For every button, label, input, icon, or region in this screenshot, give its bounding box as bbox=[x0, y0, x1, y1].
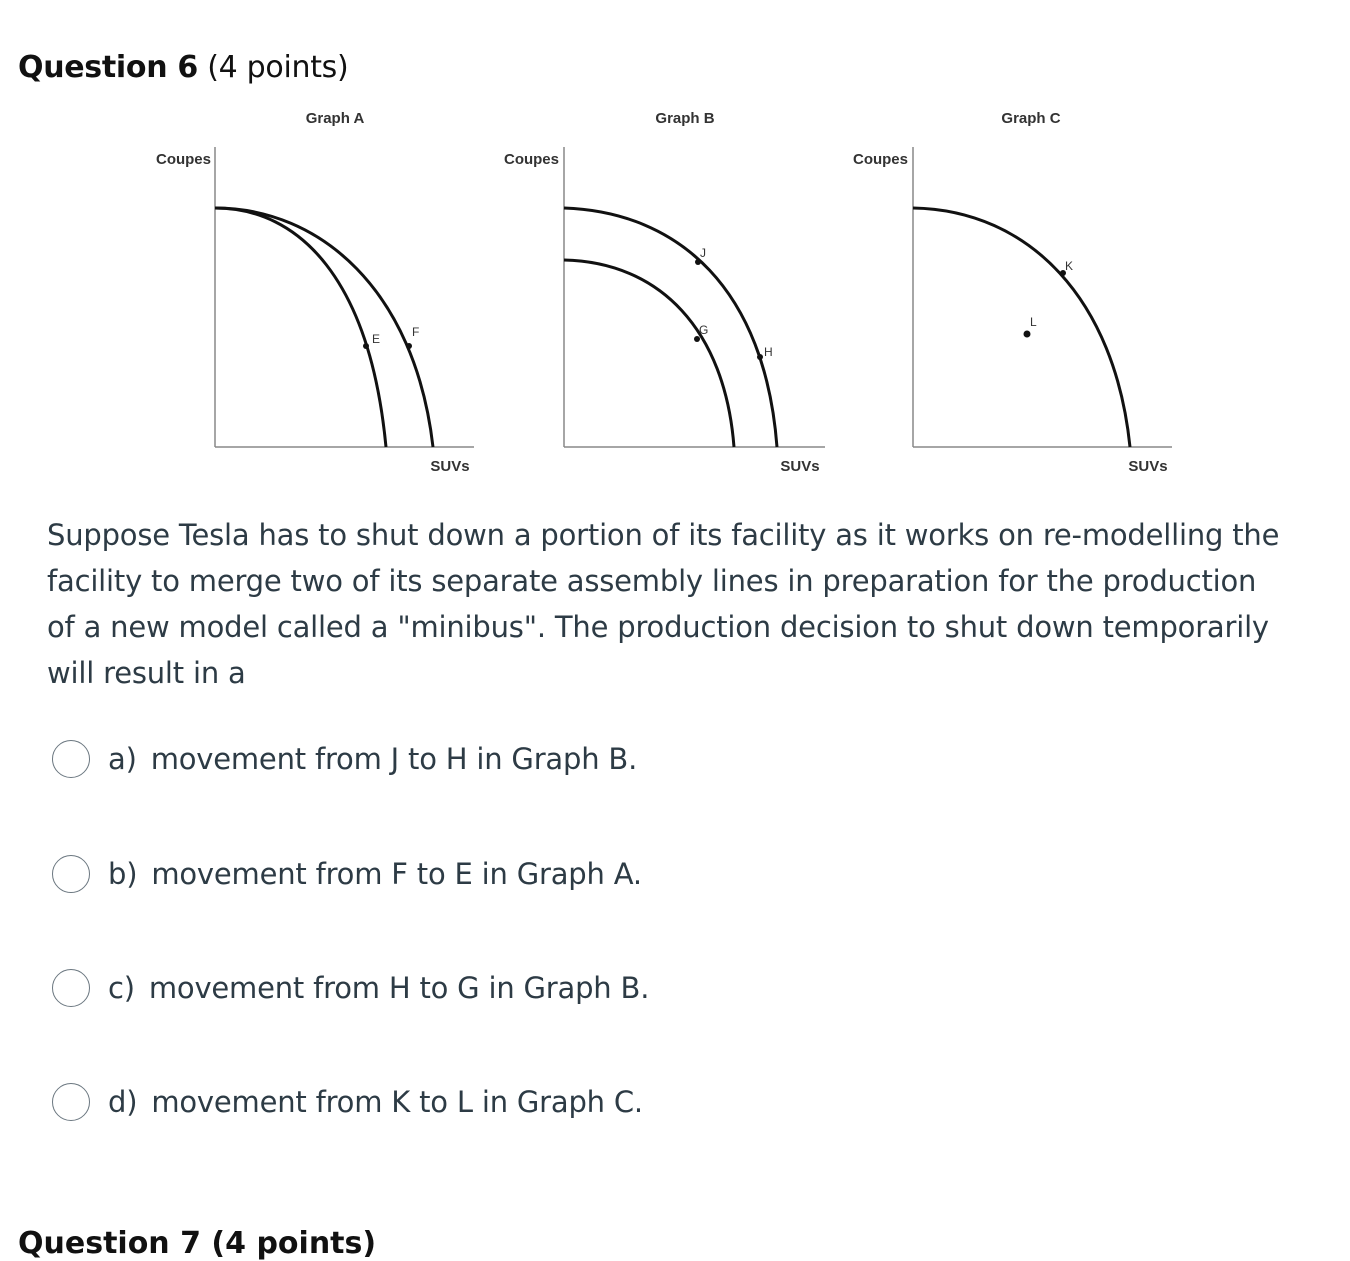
ppf-graphs-figure bbox=[0, 0, 1350, 500]
question-points: (4 points) bbox=[207, 50, 349, 85]
graph-b-x-label: SUVs bbox=[780, 458, 820, 475]
graph-c-point-l-marker bbox=[1024, 331, 1031, 338]
graph-c-curve bbox=[913, 208, 1130, 447]
graph-b bbox=[504, 110, 825, 475]
graph-b-outer-curve bbox=[564, 208, 777, 447]
graph-a-inner-curve bbox=[215, 208, 386, 447]
ppf-graphs-svg bbox=[0, 0, 1350, 500]
answer-label-b[interactable] bbox=[108, 857, 642, 891]
question-title: Question 6 bbox=[18, 50, 198, 85]
next-question-title: Question 7 (4 points) bbox=[18, 1226, 377, 1261]
answer-label-d[interactable] bbox=[108, 1085, 643, 1119]
graph-c-title: Graph C bbox=[1001, 110, 1061, 127]
graph-b-point-j-label: J bbox=[700, 246, 706, 260]
graph-a-y-label: Coupes bbox=[155, 151, 211, 168]
radio-button-c[interactable] bbox=[52, 969, 90, 1007]
question-text: Suppose Tesla has to shut down a portion of its facility as it works on re-modelling the facility to merge two of its separate assembly lines in preparation for the production of a new model called a "minibus". The production decision to shut down temporarily will result in a bbox=[47, 518, 1280, 690]
graph-a bbox=[156, 110, 474, 475]
answer-option-b[interactable] bbox=[52, 855, 642, 893]
graph-a-point-f-label: F bbox=[412, 325, 420, 339]
answer-letter-c: c) bbox=[108, 971, 135, 1005]
graph-a-point-f-marker bbox=[406, 343, 412, 349]
answer-label-c[interactable] bbox=[108, 971, 649, 1005]
answer-text-b: movement from F to E in Graph A. bbox=[151, 857, 642, 891]
graph-c-x-label: SUVs bbox=[1128, 458, 1168, 475]
answer-option-a[interactable] bbox=[52, 740, 637, 778]
graph-b-inner-curve bbox=[564, 260, 734, 447]
answer-letter-a: a) bbox=[108, 742, 137, 776]
answer-letter-d: d) bbox=[108, 1085, 138, 1119]
graph-a-point-e-marker bbox=[363, 343, 369, 349]
radio-button-a[interactable] bbox=[52, 740, 90, 778]
graph-b-point-h-marker bbox=[757, 354, 763, 360]
graph-a-point-e-label: E bbox=[372, 332, 381, 346]
graph-b-y-label: Coupes bbox=[503, 151, 559, 168]
graph-a-x-label: SUVs bbox=[430, 458, 470, 475]
answer-option-d[interactable] bbox=[52, 1083, 643, 1121]
graph-c-y-label: Coupes bbox=[852, 151, 908, 168]
answer-option-c[interactable] bbox=[52, 969, 649, 1007]
answer-text-c: movement from H to G in Graph B. bbox=[148, 971, 650, 1005]
radio-button-d[interactable] bbox=[52, 1083, 90, 1121]
graph-c-point-l-label: L bbox=[1030, 315, 1037, 329]
graph-c-point-k-label: K bbox=[1065, 259, 1074, 273]
graph-b-title: Graph B bbox=[655, 110, 715, 127]
radio-button-b[interactable] bbox=[52, 855, 90, 893]
answer-letter-b: b) bbox=[108, 857, 138, 891]
answer-label-a[interactable] bbox=[108, 742, 637, 776]
graph-b-point-g-label: G bbox=[699, 323, 709, 337]
graph-a-title: Graph A bbox=[305, 110, 365, 127]
answer-text-d: movement from K to L in Graph C. bbox=[151, 1085, 643, 1119]
graph-b-point-h-label: H bbox=[764, 345, 773, 359]
answer-text-a: movement from J to H in Graph B. bbox=[150, 742, 638, 776]
graph-c bbox=[853, 110, 1172, 475]
graph-a-outer-curve bbox=[215, 208, 433, 447]
